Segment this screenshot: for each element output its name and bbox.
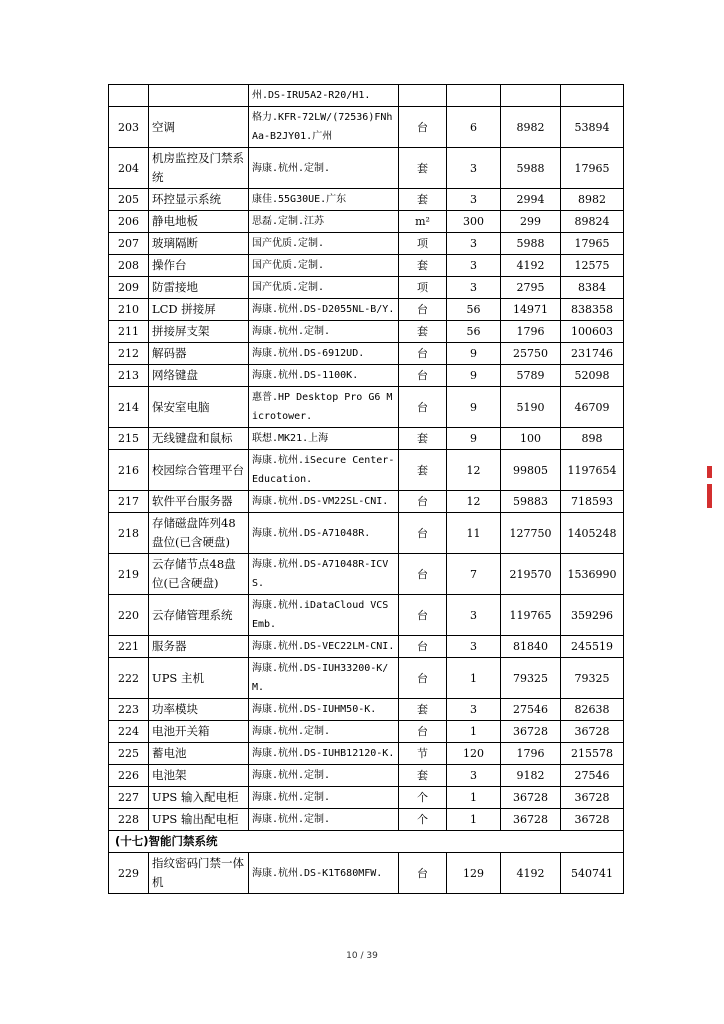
- table-row: [109, 595, 624, 636]
- cell-unit: 台: [399, 365, 447, 387]
- table-row: [109, 765, 624, 787]
- cell-no: 225: [109, 743, 149, 765]
- cell-price: 36728: [501, 721, 561, 743]
- cell-brand: 海康.杭州.定制.: [249, 721, 399, 743]
- cell-brand: 海康.杭州.定制.: [249, 148, 399, 189]
- cell-name: 蓄电池: [149, 743, 249, 765]
- cell-total: 82638: [561, 699, 624, 721]
- cell-qty: 3: [447, 699, 501, 721]
- cell-total: 838358: [561, 299, 624, 321]
- cell-unit: 套: [399, 148, 447, 189]
- cell-name: 功率模块: [149, 699, 249, 721]
- cell-brand: 海康.杭州.DS-A71048R-ICVS.: [249, 554, 399, 595]
- cell-no: 204: [109, 148, 149, 189]
- cell-brand: 海康.杭州.iDataCloud VCS Emb.: [249, 595, 399, 636]
- section-row: [109, 831, 624, 853]
- cell-no: 208: [109, 255, 149, 277]
- cell-brand: 惠普.HP Desktop Pro G6 Microtower.: [249, 387, 399, 428]
- cell-price: 219570: [501, 554, 561, 595]
- cell-price: 4192: [501, 255, 561, 277]
- cell-unit: 套: [399, 428, 447, 450]
- cell-total: 359296: [561, 595, 624, 636]
- cell-no: 211: [109, 321, 149, 343]
- table-body: [109, 85, 624, 831]
- cell-name: 服务器: [149, 636, 249, 658]
- cell-brand: 海康.杭州.定制.: [249, 809, 399, 831]
- cell-brand: 康佳.55G30UE.广东: [249, 189, 399, 211]
- cell-brand: 海康.杭州.定制.: [249, 787, 399, 809]
- cell-name: UPS 主机: [149, 658, 249, 699]
- cell-no: 216: [109, 450, 149, 491]
- cell-total: 17965: [561, 148, 624, 189]
- cell-no: 226: [109, 765, 149, 787]
- cell-brand: 州.DS-IRU5A2-R20/H1.: [249, 85, 399, 107]
- cell-no: 228: [109, 809, 149, 831]
- cell-no: 229: [109, 853, 149, 894]
- cell-brand: 海康.杭州.iSecure Center-Education.: [249, 450, 399, 491]
- cell-qty: 129: [447, 853, 501, 894]
- cell-price: 1796: [501, 743, 561, 765]
- cell-name: 电池架: [149, 765, 249, 787]
- cell-name: 存储磁盘阵列48盘位(已含硬盘): [149, 513, 249, 554]
- cell-name: 软件平台服务器: [149, 491, 249, 513]
- cell-brand: 国产优质.定制.: [249, 255, 399, 277]
- cell-total: 12575: [561, 255, 624, 277]
- cell-no: 224: [109, 721, 149, 743]
- table-row: [109, 107, 624, 148]
- cell-total: 8982: [561, 189, 624, 211]
- cell-price: 119765: [501, 595, 561, 636]
- section-title: (十七)智能门禁系统: [109, 831, 624, 853]
- table-row: [109, 491, 624, 513]
- cell-price: 25750: [501, 343, 561, 365]
- cell-qty: 3: [447, 255, 501, 277]
- cell-price: 1796: [501, 321, 561, 343]
- cell-name: [149, 85, 249, 107]
- table-row: [109, 343, 624, 365]
- cell-qty: [447, 85, 501, 107]
- cell-brand: 格力.KFR-72LW/(72536)FNhAa-B2JY01.广州: [249, 107, 399, 148]
- cell-name: 静电地板: [149, 211, 249, 233]
- cell-price: 14971: [501, 299, 561, 321]
- cell-qty: 1: [447, 787, 501, 809]
- table-row: [109, 299, 624, 321]
- cell-qty: 1: [447, 809, 501, 831]
- cell-unit: 个: [399, 787, 447, 809]
- table-row: [109, 85, 624, 107]
- cell-total: 100603: [561, 321, 624, 343]
- cell-no: 227: [109, 787, 149, 809]
- cell-total: 36728: [561, 787, 624, 809]
- cell-total: [561, 85, 624, 107]
- cell-price: 5988: [501, 233, 561, 255]
- cell-brand: 海康.杭州.DS-IUHM50-K.: [249, 699, 399, 721]
- cell-name: 云存储管理系统: [149, 595, 249, 636]
- cell-unit: 台: [399, 554, 447, 595]
- cell-unit: 台: [399, 595, 447, 636]
- cell-brand: 海康.杭州.DS-6912UD.: [249, 343, 399, 365]
- cell-total: 36728: [561, 809, 624, 831]
- cell-brand: 海康.杭州.DS-1100K.: [249, 365, 399, 387]
- cell-total: 36728: [561, 721, 624, 743]
- cell-no: [109, 85, 149, 107]
- cell-total: 215578: [561, 743, 624, 765]
- cell-price: 100: [501, 428, 561, 450]
- cell-no: 203: [109, 107, 149, 148]
- cell-name: 玻璃隔断: [149, 233, 249, 255]
- cell-unit: 台: [399, 853, 447, 894]
- cell-price: 299: [501, 211, 561, 233]
- cell-price: 36728: [501, 787, 561, 809]
- cell-total: 27546: [561, 765, 624, 787]
- cell-price: 99805: [501, 450, 561, 491]
- table-row: [109, 255, 624, 277]
- cell-unit: 台: [399, 636, 447, 658]
- cell-total: 540741: [561, 853, 624, 894]
- equipment-price-table: [108, 84, 624, 894]
- cell-name: 防雷接地: [149, 277, 249, 299]
- cell-total: 8384: [561, 277, 624, 299]
- cell-no: 207: [109, 233, 149, 255]
- table-row: [109, 743, 624, 765]
- cell-unit: 台: [399, 721, 447, 743]
- cell-unit: 台: [399, 299, 447, 321]
- cell-total: 245519: [561, 636, 624, 658]
- cell-unit: 台: [399, 658, 447, 699]
- cell-name: 环控显示系统: [149, 189, 249, 211]
- cell-total: 1405248: [561, 513, 624, 554]
- cell-name: 拼接屏支架: [149, 321, 249, 343]
- cell-total: 1197654: [561, 450, 624, 491]
- cell-brand: 国产优质.定制.: [249, 277, 399, 299]
- cell-qty: 12: [447, 450, 501, 491]
- table-row: [109, 721, 624, 743]
- cell-qty: 1: [447, 658, 501, 699]
- cell-no: 221: [109, 636, 149, 658]
- cell-price: 5988: [501, 148, 561, 189]
- cell-no: 215: [109, 428, 149, 450]
- cell-price: 127750: [501, 513, 561, 554]
- cell-unit: [399, 85, 447, 107]
- table-row: [109, 809, 624, 831]
- cell-brand: 海康.杭州.DS-IUHB12120-K.: [249, 743, 399, 765]
- cell-brand: 海康.杭州.定制.: [249, 321, 399, 343]
- table-row: [109, 428, 624, 450]
- table-row: [109, 211, 624, 233]
- cell-qty: 11: [447, 513, 501, 554]
- table-row: [109, 513, 624, 554]
- cell-brand: 海康.杭州.定制.: [249, 765, 399, 787]
- cell-qty: 3: [447, 233, 501, 255]
- cell-price: [501, 85, 561, 107]
- cell-unit: 节: [399, 743, 447, 765]
- cell-name: 无线键盘和鼠标: [149, 428, 249, 450]
- cell-no: 220: [109, 595, 149, 636]
- cell-qty: 56: [447, 321, 501, 343]
- cell-no: 206: [109, 211, 149, 233]
- table-row: [109, 636, 624, 658]
- cell-no: 218: [109, 513, 149, 554]
- cell-unit: 套: [399, 450, 447, 491]
- cell-brand: 海康.杭州.DS-A71048R.: [249, 513, 399, 554]
- cell-qty: 12: [447, 491, 501, 513]
- cell-unit: 台: [399, 513, 447, 554]
- cell-qty: 3: [447, 765, 501, 787]
- cell-name: 电池开关箱: [149, 721, 249, 743]
- cell-total: 231746: [561, 343, 624, 365]
- cell-qty: 120: [447, 743, 501, 765]
- cell-name: 网络键盘: [149, 365, 249, 387]
- cell-qty: 1: [447, 721, 501, 743]
- cell-qty: 9: [447, 343, 501, 365]
- cell-unit: 套: [399, 765, 447, 787]
- cell-total: 718593: [561, 491, 624, 513]
- cell-name: UPS 输出配电柜: [149, 809, 249, 831]
- cell-name: UPS 输入配电柜: [149, 787, 249, 809]
- cell-name: 操作台: [149, 255, 249, 277]
- cell-total: 46709: [561, 387, 624, 428]
- cell-no: 223: [109, 699, 149, 721]
- cell-qty: 3: [447, 148, 501, 189]
- cell-brand: 海康.杭州.DS-D2055NL-B/Y.: [249, 299, 399, 321]
- table-row: [109, 233, 624, 255]
- cell-qty: 9: [447, 387, 501, 428]
- table-row: [109, 277, 624, 299]
- cell-name: 保安室电脑: [149, 387, 249, 428]
- cell-no: 212: [109, 343, 149, 365]
- cell-price: 4192: [501, 853, 561, 894]
- cell-qty: 3: [447, 189, 501, 211]
- cell-no: 210: [109, 299, 149, 321]
- cell-name: 校园综合管理平台: [149, 450, 249, 491]
- cell-total: 52098: [561, 365, 624, 387]
- table-row: [109, 787, 624, 809]
- cell-price: 2795: [501, 277, 561, 299]
- cell-qty: 3: [447, 636, 501, 658]
- cell-total: 79325: [561, 658, 624, 699]
- cell-unit: 套: [399, 699, 447, 721]
- cell-unit: 套: [399, 255, 447, 277]
- cell-unit: m²: [399, 211, 447, 233]
- cell-total: 89824: [561, 211, 624, 233]
- stamp-mark-bottom: [707, 484, 712, 508]
- cell-price: 36728: [501, 809, 561, 831]
- cell-total: 53894: [561, 107, 624, 148]
- cell-brand: 海康.杭州.DS-VEC22LM-CNI.: [249, 636, 399, 658]
- cell-price: 79325: [501, 658, 561, 699]
- stamp-mark-top: [707, 466, 712, 478]
- cell-qty: 56: [447, 299, 501, 321]
- table-row: [109, 699, 624, 721]
- cell-qty: 300: [447, 211, 501, 233]
- cell-price: 27546: [501, 699, 561, 721]
- cell-total: 898: [561, 428, 624, 450]
- cell-unit: 台: [399, 107, 447, 148]
- cell-unit: 项: [399, 277, 447, 299]
- cell-unit: 台: [399, 491, 447, 513]
- table-row: [109, 387, 624, 428]
- cell-name: 机房监控及门禁系统: [149, 148, 249, 189]
- cell-price: 5789: [501, 365, 561, 387]
- cell-no: 217: [109, 491, 149, 513]
- cell-qty: 6: [447, 107, 501, 148]
- cell-price: 5190: [501, 387, 561, 428]
- cell-name: 指纹密码门禁一体机: [149, 853, 249, 894]
- cell-total: 1536990: [561, 554, 624, 595]
- cell-name: 云存储节点48盘位(已含硬盘): [149, 554, 249, 595]
- table-row: [109, 853, 624, 894]
- cell-brand: 海康.杭州.DS-IUH33200-K/M.: [249, 658, 399, 699]
- table-row: [109, 554, 624, 595]
- cell-price: 2994: [501, 189, 561, 211]
- cell-price: 8982: [501, 107, 561, 148]
- cell-unit: 项: [399, 233, 447, 255]
- cell-brand: 思磊.定制.江苏: [249, 211, 399, 233]
- cell-unit: 套: [399, 321, 447, 343]
- cell-qty: 3: [447, 277, 501, 299]
- page-number: 10 / 39: [346, 951, 378, 961]
- cell-price: 59883: [501, 491, 561, 513]
- cell-no: 209: [109, 277, 149, 299]
- cell-qty: 9: [447, 365, 501, 387]
- table-row: [109, 189, 624, 211]
- cell-no: 214: [109, 387, 149, 428]
- cell-unit: 台: [399, 387, 447, 428]
- table-row: [109, 450, 624, 491]
- cell-qty: 7: [447, 554, 501, 595]
- table-row: [109, 365, 624, 387]
- cell-qty: 3: [447, 595, 501, 636]
- cell-unit: 个: [399, 809, 447, 831]
- cell-total: 17965: [561, 233, 624, 255]
- cell-price: 81840: [501, 636, 561, 658]
- cell-brand: 海康.杭州.DS-VM22SL-CNI.: [249, 491, 399, 513]
- cell-name: LCD 拼接屏: [149, 299, 249, 321]
- cell-no: 222: [109, 658, 149, 699]
- cell-name: 空调: [149, 107, 249, 148]
- cell-brand: 海康.杭州.DS-K1T680MFW.: [249, 853, 399, 894]
- cell-brand: 联想.MK21.上海: [249, 428, 399, 450]
- cell-no: 213: [109, 365, 149, 387]
- cell-brand: 国产优质.定制.: [249, 233, 399, 255]
- cell-qty: 9: [447, 428, 501, 450]
- cell-no: 205: [109, 189, 149, 211]
- cell-price: 9182: [501, 765, 561, 787]
- cell-unit: 套: [399, 189, 447, 211]
- table-row: [109, 658, 624, 699]
- cell-name: 解码器: [149, 343, 249, 365]
- cell-unit: 台: [399, 343, 447, 365]
- cell-no: 219: [109, 554, 149, 595]
- table-row: [109, 148, 624, 189]
- table-row: [109, 321, 624, 343]
